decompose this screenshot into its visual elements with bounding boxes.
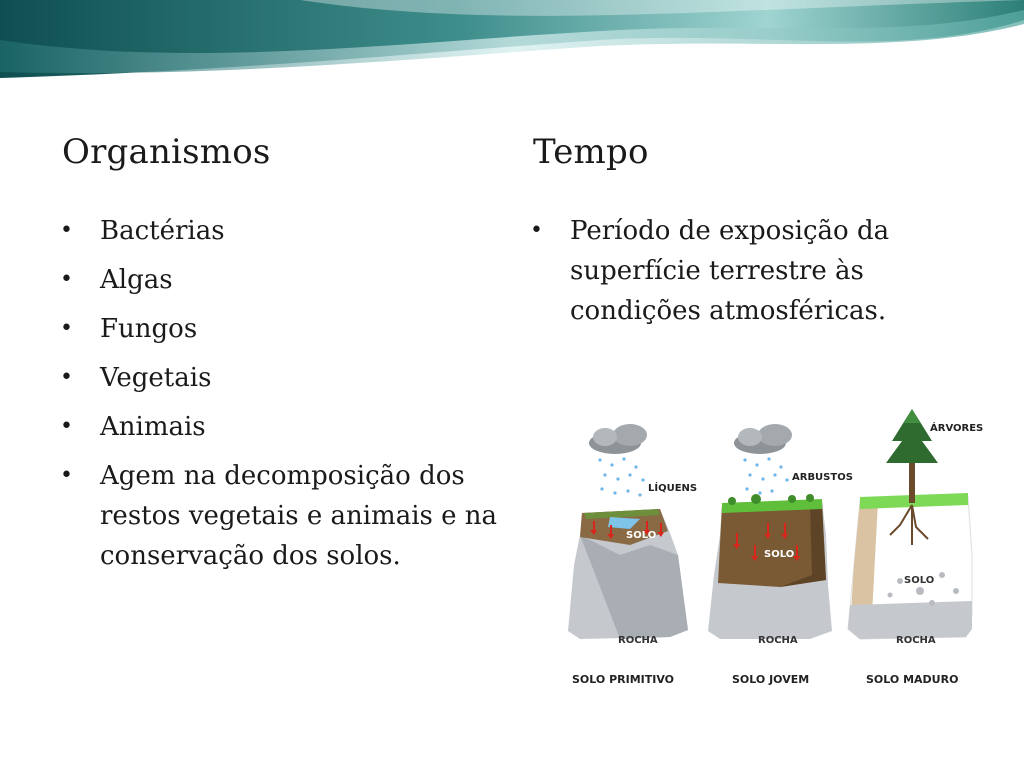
bullet-icon: • bbox=[530, 218, 543, 243]
rock-label: ROCHA bbox=[758, 635, 798, 646]
list-item-text: Animais bbox=[100, 412, 206, 442]
organisms-heading: Organismos bbox=[62, 132, 271, 172]
lichens-label: LÍQUENS bbox=[648, 483, 698, 494]
list-item bbox=[528, 211, 948, 331]
organisms-list bbox=[58, 211, 498, 585]
young-soil-panel bbox=[708, 424, 853, 686]
rock-label: ROCHA bbox=[618, 635, 658, 646]
list-item bbox=[58, 407, 498, 447]
bullet-icon: • bbox=[60, 414, 73, 439]
list-item-text: Período de exposição da superfície terrestre às condições atmosféricas. bbox=[570, 216, 890, 326]
time-list bbox=[528, 211, 948, 340]
shrubs-label: ARBUSTOS bbox=[792, 472, 853, 483]
list-item bbox=[58, 456, 498, 576]
bullet-icon: • bbox=[60, 218, 73, 243]
bullet-icon: • bbox=[60, 316, 73, 341]
rain-cloud-icon bbox=[734, 424, 792, 495]
bullet-icon: • bbox=[60, 365, 73, 390]
list-item bbox=[58, 211, 498, 251]
bullet-icon: • bbox=[60, 267, 73, 292]
list-item-text: Agem na decomposição dos restos vegetais e animais e na conservação dos solos. bbox=[100, 461, 498, 571]
list-item bbox=[58, 358, 498, 398]
list-item-text: Algas bbox=[100, 265, 173, 295]
bullet-icon: • bbox=[60, 463, 73, 488]
caption-primitive: SOLO PRIMITIVO bbox=[572, 673, 675, 686]
rock-label: ROCHA bbox=[896, 635, 936, 646]
soil-label: SOLO bbox=[904, 575, 935, 586]
list-item bbox=[58, 309, 498, 349]
soil-label: SOLO bbox=[626, 530, 657, 541]
soil-label: SOLO bbox=[764, 549, 795, 560]
soil-formation-illustration bbox=[560, 405, 1000, 695]
list-item-text: Fungos bbox=[100, 314, 198, 344]
caption-young: SOLO JOVEM bbox=[732, 673, 810, 686]
mature-soil-panel bbox=[848, 409, 983, 686]
caption-mature: SOLO MADURO bbox=[866, 673, 959, 686]
trees-label: ÁRVORES bbox=[930, 423, 984, 434]
list-item-text: Vegetais bbox=[100, 363, 212, 393]
list-item-text: Bactérias bbox=[100, 216, 225, 246]
header-wave-banner bbox=[0, 0, 1024, 80]
time-heading: Tempo bbox=[533, 132, 649, 172]
primitive-soil-panel bbox=[568, 424, 697, 686]
rain-cloud-icon bbox=[589, 424, 647, 497]
list-item bbox=[58, 260, 498, 300]
